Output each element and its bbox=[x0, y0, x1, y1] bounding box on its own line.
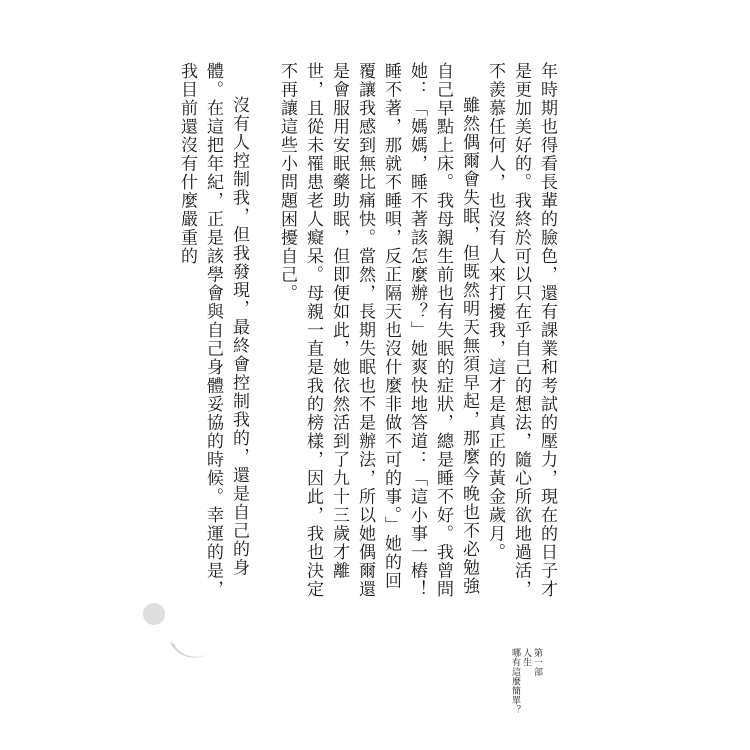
running-head-part: 第一部 bbox=[532, 648, 542, 677]
paragraph-insomnia: 雖然偶爾會失眠，但既然明天無須早起，那麼今晚也不必勉強自己早點上床。我母親生前也有失眠的症狀，總是睡不好。我曾問她：「媽媽，睡不著該怎麼辦？」她爽快地答道：「這小事一樁！睡不著，那就不睡唄，反正隔天也沒什麼非做不可的事。」她的回覆讓我感到無比痛快。當然，長期失眠也不是辦法，所以她偶爾還是會服用安眠藥助眠，但即便如此，她依然活到了九十三歲才離世，且從未罹患老人癡呆。母親一直是我的榜樣，因此，我也決定不再讓這些小問題困擾自己。 bbox=[277, 62, 479, 599]
running-head-section: 人生 bbox=[521, 648, 531, 667]
paragraph-continued: 年時期也得看長輩的臉色，還有課業和考試的壓力，現在的日子才是更加美好的。我終於可以只在乎自己的想法，隨心所欲地過活，不羨慕任何人，也沒有人來打擾我，這才是真正的黃金歲月。 bbox=[485, 62, 557, 599]
running-head-chapter: 哪有這麼簡單？ bbox=[510, 648, 520, 715]
running-head bbox=[509, 648, 542, 734]
decorative-ornament bbox=[140, 598, 210, 668]
ornament-dot bbox=[143, 603, 165, 625]
ornament-comma bbox=[170, 642, 208, 658]
body-text bbox=[152, 62, 560, 602]
paragraph-body-control: 沒有人控制我，但我發現，最終會控制我的，還是自己的身體。在這把年紀，正是該學會與自己身體妥協的時候。幸運的是，我目前還沒有什麼嚴重的 bbox=[177, 62, 249, 599]
